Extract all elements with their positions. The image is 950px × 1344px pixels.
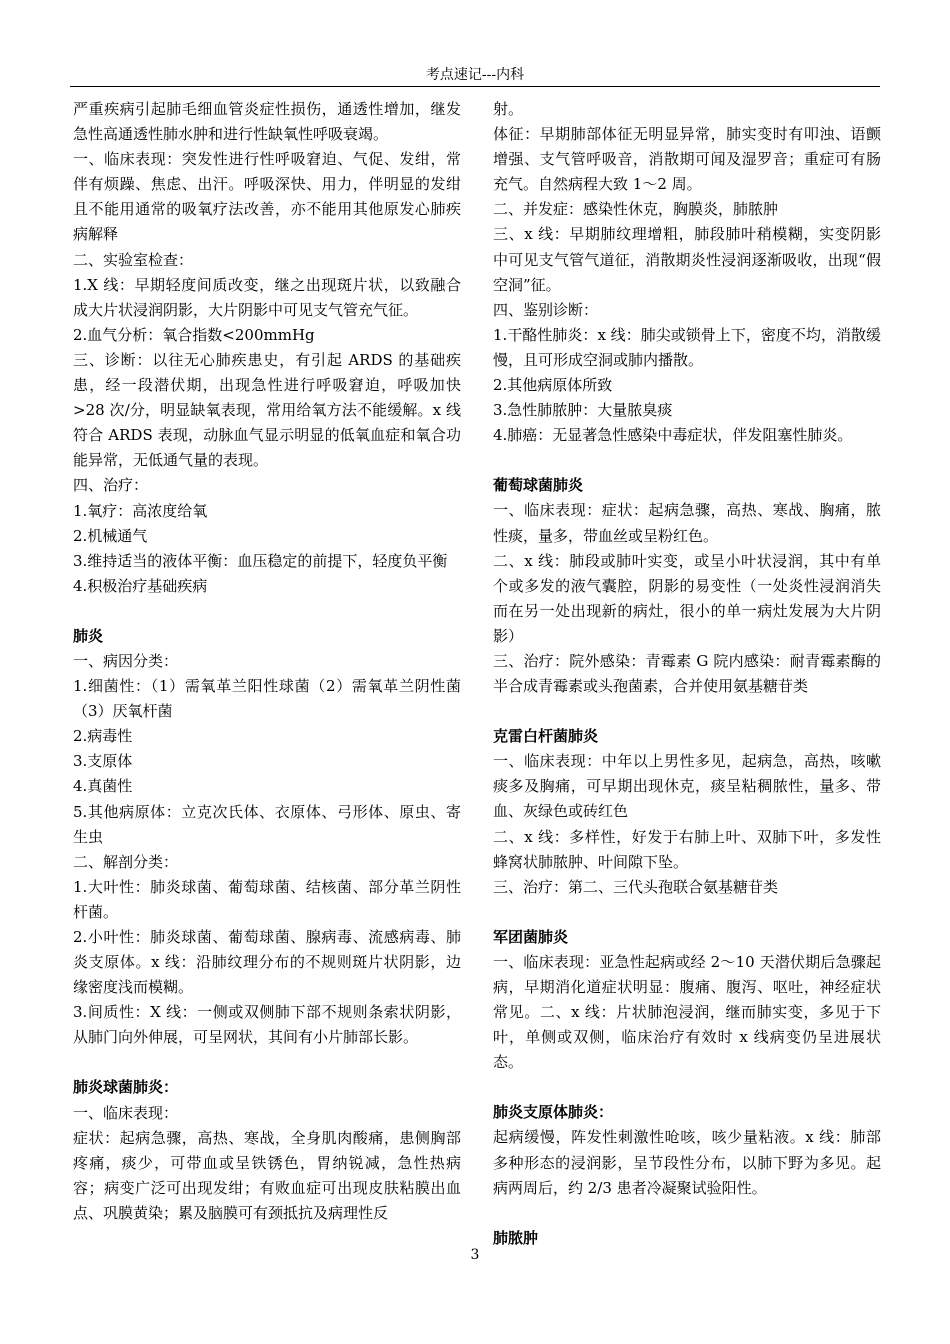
section-heading: 肺炎球菌肺炎： xyxy=(73,1078,179,1097)
paragraph: 1.氧疗：高浓度给氧 xyxy=(73,501,208,520)
section-spacer xyxy=(493,1201,881,1226)
paragraph: 2.病毒性 xyxy=(73,727,133,746)
paragraph: 4.积极治疗基础疾病 xyxy=(73,576,208,595)
page-number: 3 xyxy=(470,1247,480,1263)
paragraph: 3.间质性：X 线：一侧或双侧肺下部不规则条索状阴影，从肺门向外伸展，可呈网状，其间有小片肺部长影。 xyxy=(73,1003,461,1047)
paragraph: 三、治疗：院外感染：青霉素 G 院内感染：耐青霉素酶的半合成青霉素或头孢菌素，合并使用氨基糖苷类 xyxy=(493,651,881,696)
paragraph: 1.大叶性：肺炎球菌、葡萄球菌、结核菌、部分革兰阴性杆菌。 xyxy=(73,877,461,921)
paragraph: 三、x 线：早期肺纹理增粗，肺段肺叶稍模糊，实变阴影中可见支气管气道征，消散期炎性浸润逐渐吸收，出现“假空洞”征。 xyxy=(493,225,881,294)
paragraph: 起病缓慢，阵发性刺激性呛咳，咳少量粘液。x 线：肺部多种形态的浸润影，呈节段性分布，以肺下野为多见。起病两周后，约 2/3 患者冷凝聚试验阳性。 xyxy=(493,1128,881,1197)
paragraph: 症状：起病急骤，高热、寒战，全身肌肉酸痛，患侧胸部疼痛，痰少，可带血或呈铁锈色，胃纳锐减，急性热病容；病变广泛可出现发绀；有败血症可出现皮肤粘膜出血点、巩膜黄染；累及脑膜可有颈抵抗及病理性反 xyxy=(73,1128,461,1222)
paragraph: 3.支原体 xyxy=(73,752,133,771)
paragraph: 严重疾病引起肺毛细血管炎症性损伤，通透性增加，继发急性高通透性肺水肿和进行性缺氧性呼吸衰竭。 xyxy=(73,100,461,144)
section-spacer xyxy=(73,599,461,624)
paragraph: 3.维持适当的液体平衡：血压稳定的前提下，轻度负平衡 xyxy=(73,551,448,570)
paragraph: 一、临床表现：中年以上男性多见，起病急，高热，咳嗽痰多及胸痛，可早期出现休克，痰呈粘稠脓性，量多、带血、灰绿色或砖红色 xyxy=(493,752,881,821)
paragraph: 二、解剖分类： xyxy=(73,852,179,871)
paragraph: 一、病因分类： xyxy=(73,651,179,670)
paragraph: 体征：早期肺部体征无明显异常，肺实变时有叩浊、语颤增强、支气管呼吸音，消散期可闻及湿罗音；重症可有肠充气。自然病程大致 1～2 周。 xyxy=(493,125,881,194)
section-spacer xyxy=(493,448,881,473)
paragraph: 二、实验室检查： xyxy=(73,250,194,269)
section-heading: 克雷白杆菌肺炎 xyxy=(493,727,599,746)
paragraph: 一、临床表现：突发性进行性呼吸窘迫、气促、发绀，常伴有烦躁、焦虑、出汗。呼吸深快、用力，伴明显的发绀且不能用通常的吸氧疗法改善，亦不能用其他原发心肺疾病解释 xyxy=(73,150,461,244)
section-heading: 肺脓肿 xyxy=(493,1228,539,1247)
section-spacer xyxy=(493,1075,881,1100)
paragraph: 一、临床表现：症状：起病急骤，高热、寒战、胸痛，脓性痰，量多，带血丝或呈粉红色。 xyxy=(493,501,881,545)
section-heading: 葡萄球菌肺炎 xyxy=(493,476,584,495)
paragraph: 4.真菌性 xyxy=(73,777,133,796)
paragraph: 4.肺癌：无显著急性感染中毒症状，伴发阻塞性肺炎。 xyxy=(493,426,853,445)
paragraph: 三、诊断：以往无心肺疾患史，有引起 ARDS 的基础疾患，经一段潜伏期，出现急性进行呼吸窘迫，呼吸加快>28 次/分，明显缺氧表现，常用给氧方法不能缓解。x 线符合 ARDS 表现，动脉血气显示明显的低氧血症和氧合功能异常，无低通气量的表现。 xyxy=(73,350,461,470)
paragraph: 1.X 线：早期轻度间质改变，继之出现斑片状，以致融合成大片状浸润阴影，大片阴影中可见支气管充气征。 xyxy=(73,275,461,319)
paragraph: 1.干酪性肺炎：x 线：肺尖或锁骨上下，密度不均，消散缓慢，且可形成空洞或肺内播散。 xyxy=(493,325,881,369)
paragraph: 1.细菌性：（1）需氧革兰阳性球菌（2）需氧革兰阴性菌（3）厌氧杆菌 xyxy=(73,677,461,721)
paragraph: 射。 xyxy=(493,100,524,118)
paragraph: 四、鉴别诊断： xyxy=(493,300,599,319)
paragraph: 2.小叶性：肺炎球菌、葡萄球菌、腺病毒、流感病毒、肺炎支原体。x 线：沿肺纹理分布的不规则斑片状阴影，边缘密度浅而模糊。 xyxy=(73,928,461,997)
paragraph: 二、并发症：感染性休克，胸膜炎，肺脓肿 xyxy=(493,200,779,219)
header-rule xyxy=(70,86,880,87)
section-heading: 肺炎 xyxy=(73,626,104,645)
paragraph: 一、临床表现： xyxy=(73,1103,179,1122)
paragraph: 四、治疗： xyxy=(73,476,149,495)
paragraph: 2.其他病原体所致 xyxy=(493,376,613,395)
page-header: 考点速记---内科 xyxy=(425,67,525,83)
paragraph: 一、临床表现：亚急性起病或经 2～10 天潜伏期后急骤起病，早期消化道症状明显：腹痛、腹泻、呕吐，神经症状常见。二、x 线：片状肺泡浸润，继而肺实变，多见于下叶，单侧或双侧，临床治疗有效时 x 线病变仍呈进展状态。 xyxy=(493,952,881,1072)
paragraph: 二、x 线：肺段或肺叶实变，或呈小叶状浸润，其中有单个或多发的液气囊腔，阴影的易变性（一处炎性浸润消失而在另一处出现新的病灶，很小的单一病灶发展为大片阴影） xyxy=(493,551,881,645)
paragraph: 2.血气分析：氧合指数<200mmHg xyxy=(73,325,315,344)
paragraph: 2.机械通气 xyxy=(73,526,148,545)
right-column xyxy=(493,97,881,1251)
section-heading: 军团菌肺炎 xyxy=(493,927,569,946)
section-heading: 肺炎支原体肺炎： xyxy=(493,1103,614,1122)
paragraph: 5.其他病原体：立克次氏体、衣原体、弓形体、原虫、寄生虫 xyxy=(73,802,461,846)
section-spacer xyxy=(73,1050,461,1075)
paragraph: 三、治疗：第二、三代头孢联合氨基糖苷类 xyxy=(493,877,779,896)
paragraph: 二、x 线：多样性，好发于右肺上叶、双肺下叶，多发性蜂窝状肺脓肿、叶间隙下坠。 xyxy=(493,827,881,871)
section-spacer xyxy=(493,900,881,925)
paragraph: 3.急性肺脓肿：大量脓臭痰 xyxy=(493,401,673,420)
section-spacer xyxy=(493,699,881,724)
left-column xyxy=(73,97,461,1226)
